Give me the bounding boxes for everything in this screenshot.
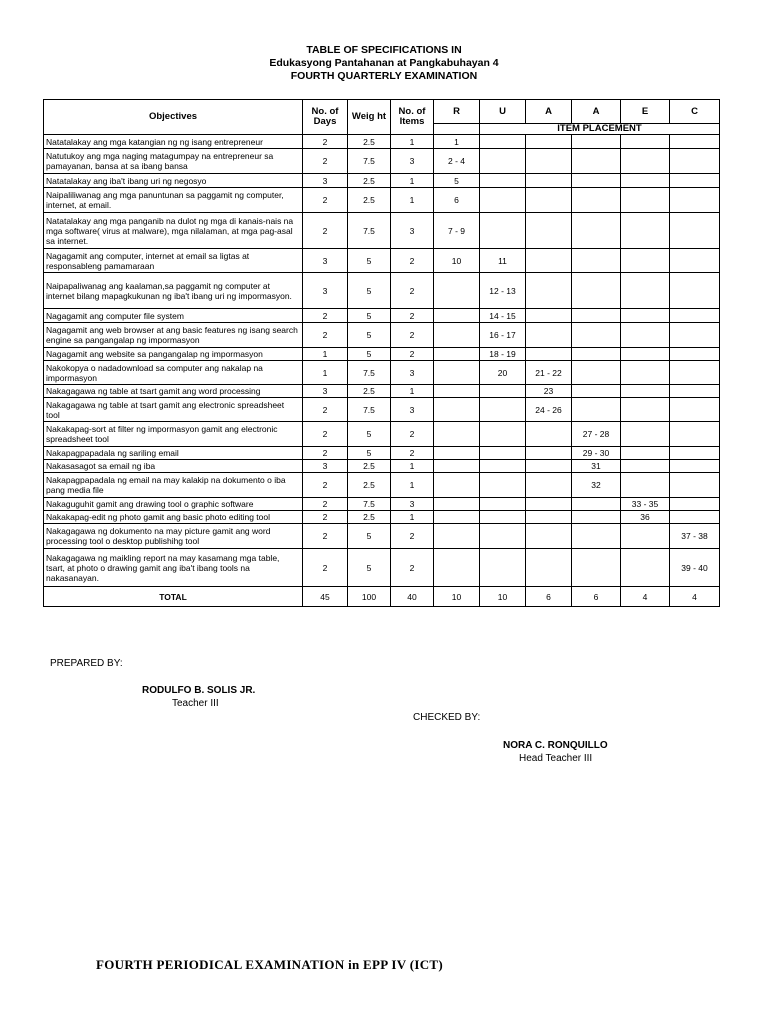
total-placement: 10 [434, 587, 480, 607]
placement-cell [480, 422, 526, 447]
days-cell: 2 [303, 422, 348, 447]
placement-cell: 27 - 28 [572, 422, 621, 447]
placement-cell: 31 [572, 460, 621, 473]
items-cell: 1 [391, 473, 434, 498]
placement-cell [572, 498, 621, 511]
total-label: TOTAL [44, 587, 303, 607]
placement-cell [572, 135, 621, 149]
checked-by-label: CHECKED BY: [413, 712, 481, 723]
placement-cell [526, 273, 572, 309]
objective-cell: Natatalakay ang mga panganib na dulot ng mga di kanais-nais na mga software( virus at malware), mga nilalaman, at mga pag-asal sa internet. [44, 213, 303, 249]
placement-cell [572, 149, 621, 174]
objective-cell: Nakagagawa ng dokumento na may picture gamit ang word processing tool o desktop publishihg tool [44, 524, 303, 549]
items-cell: 3 [391, 213, 434, 249]
placement-cell: 36 [621, 511, 670, 524]
placement-cell [434, 348, 480, 361]
items-cell: 2 [391, 323, 434, 348]
placement-cell [670, 385, 720, 398]
items-cell: 3 [391, 361, 434, 385]
placement-cell [526, 309, 572, 323]
placement-cell [526, 135, 572, 149]
placement-cell [670, 249, 720, 273]
objective-cell: Natutukoy ang mga naging matagumpay na entrepreneur sa pamayanan, bansa at sa ibang bansa [44, 149, 303, 174]
placement-cell [572, 309, 621, 323]
placement-cell [434, 524, 480, 549]
header-items: No. of Items [391, 100, 434, 135]
placement-cell [572, 174, 621, 188]
placement-cell: 12 - 13 [480, 273, 526, 309]
items-cell: 2 [391, 348, 434, 361]
placement-cell [572, 361, 621, 385]
total-placement: 4 [670, 587, 720, 607]
items-cell: 3 [391, 398, 434, 422]
objective-cell: Nagagamit ang website sa pangangalap ng impormasyon [44, 348, 303, 361]
weight-cell: 7.5 [348, 213, 391, 249]
objective-cell: Naipaliliwanag ang mga panuntunan sa paggamit ng computer, internet, at email. [44, 188, 303, 213]
days-cell: 2 [303, 549, 348, 587]
placement-cell [480, 549, 526, 587]
placement-cell [526, 460, 572, 473]
header-level-a2: A [572, 100, 621, 124]
placement-cell [434, 309, 480, 323]
placement-cell [670, 188, 720, 213]
objective-cell: Naipapaliwanag ang kaalaman,sa paggamit ng computer at internet bilang mapagkukunan ng iba't ibang uri ng impormasyon. [44, 273, 303, 309]
items-cell: 1 [391, 460, 434, 473]
weight-cell: 5 [348, 323, 391, 348]
weight-cell: 2.5 [348, 385, 391, 398]
weight-cell: 5 [348, 309, 391, 323]
placement-cell [434, 447, 480, 460]
placement-cell: 29 - 30 [572, 447, 621, 460]
placement-cell [480, 385, 526, 398]
placement-cell [526, 447, 572, 460]
days-cell: 2 [303, 524, 348, 549]
weight-cell: 7.5 [348, 361, 391, 385]
total-row [44, 587, 720, 607]
objective-cell: Nagagamit ang computer, internet at email sa ligtas at responsableng pamamaraan [44, 249, 303, 273]
specifications-table [43, 99, 720, 607]
weight-cell: 5 [348, 249, 391, 273]
placement-cell [670, 398, 720, 422]
placement-cell [670, 174, 720, 188]
days-cell: 2 [303, 323, 348, 348]
items-cell: 2 [391, 273, 434, 309]
total-placement: 6 [526, 587, 572, 607]
placement-cell [621, 309, 670, 323]
weight-cell: 5 [348, 273, 391, 309]
placement-cell: 23 [526, 385, 572, 398]
table-row [44, 460, 720, 473]
placement-cell [621, 174, 670, 188]
doc-title: TABLE OF SPECIFICATIONS IN [306, 44, 462, 56]
table-row [44, 135, 720, 149]
placement-cell [572, 511, 621, 524]
objective-cell: Nakakapag-sort at filter ng impormasyon gamit ang electronic spreadsheet tool [44, 422, 303, 447]
objective-cell: Nakagagawa ng maikling report na may kasamang mga table, tsart, at photo o drawing gamit ang iba't ibang tools na nakasanayan. [44, 549, 303, 587]
placement-cell: 10 [434, 249, 480, 273]
objective-cell: Nakakapag-edit ng photo gamit ang basic photo editing tool [44, 511, 303, 524]
total-weight: 100 [348, 587, 391, 607]
placement-cell [526, 498, 572, 511]
days-cell: 1 [303, 348, 348, 361]
table-row [44, 422, 720, 447]
preparer-position: Teacher III [172, 698, 219, 709]
weight-cell: 5 [348, 422, 391, 447]
weight-cell: 5 [348, 524, 391, 549]
placement-cell [572, 188, 621, 213]
placement-cell: 33 - 35 [621, 498, 670, 511]
days-cell: 3 [303, 385, 348, 398]
items-cell: 2 [391, 524, 434, 549]
footer-exam-title: FOURTH PERIODICAL EXAMINATION in EPP IV (ICT) [96, 957, 443, 972]
table-row [44, 309, 720, 323]
placement-cell [621, 447, 670, 460]
weight-cell: 7.5 [348, 398, 391, 422]
header-level-e: E [621, 100, 670, 124]
items-cell: 1 [391, 188, 434, 213]
items-cell: 2 [391, 422, 434, 447]
table-row [44, 273, 720, 309]
placement-cell [621, 149, 670, 174]
total-placement: 4 [621, 587, 670, 607]
table-row [44, 249, 720, 273]
placement-cell [480, 447, 526, 460]
weight-cell: 5 [348, 447, 391, 460]
table-row [44, 149, 720, 174]
placement-cell [670, 135, 720, 149]
header-level-r: R [434, 100, 480, 124]
checker-name: NORA C. RONQUILLO [503, 740, 608, 751]
objective-cell: Nakaguguhit gamit ang drawing tool o graphic software [44, 498, 303, 511]
table-row [44, 473, 720, 498]
header-days: No. of Days [303, 100, 348, 135]
placement-cell [434, 473, 480, 498]
placement-cell [621, 361, 670, 385]
placement-cell [670, 348, 720, 361]
placement-cell [621, 273, 670, 309]
table-row [44, 511, 720, 524]
placement-cell [526, 348, 572, 361]
placement-cell: 32 [572, 473, 621, 498]
objective-cell: Nakapagpapadala ng email na may kalakip na dokumento o iba pang media file [44, 473, 303, 498]
items-cell: 2 [391, 447, 434, 460]
placement-cell [480, 498, 526, 511]
placement-cell [670, 361, 720, 385]
weight-cell: 7.5 [348, 149, 391, 174]
placement-cell [572, 348, 621, 361]
days-cell: 2 [303, 447, 348, 460]
placement-cell: 37 - 38 [670, 524, 720, 549]
weight-cell: 5 [348, 348, 391, 361]
placement-cell [572, 385, 621, 398]
days-cell: 2 [303, 511, 348, 524]
items-cell: 1 [391, 135, 434, 149]
table-row [44, 498, 720, 511]
header-level-u: U [480, 100, 526, 124]
items-cell: 2 [391, 309, 434, 323]
placement-cell [480, 135, 526, 149]
days-cell: 3 [303, 460, 348, 473]
placement-cell [621, 213, 670, 249]
table-row [44, 447, 720, 460]
placement-cell [670, 460, 720, 473]
table-row [44, 188, 720, 213]
days-cell: 2 [303, 309, 348, 323]
days-cell: 2 [303, 498, 348, 511]
days-cell: 1 [303, 361, 348, 385]
placement-cell [670, 447, 720, 460]
placement-cell [572, 323, 621, 348]
days-cell: 2 [303, 135, 348, 149]
placement-cell [434, 361, 480, 385]
placement-cell [572, 398, 621, 422]
preparer-name: RODULFO B. SOLIS JR. [142, 685, 256, 696]
placement-cell [526, 524, 572, 549]
placement-cell [526, 149, 572, 174]
items-cell: 2 [391, 249, 434, 273]
placement-cell [670, 498, 720, 511]
weight-cell: 5 [348, 549, 391, 587]
placement-cell [621, 249, 670, 273]
days-cell: 2 [303, 149, 348, 174]
days-cell: 3 [303, 174, 348, 188]
placement-cell [434, 460, 480, 473]
objective-cell: Nagagamit ang computer file system [44, 309, 303, 323]
placement-cell [621, 348, 670, 361]
placement-cell [526, 422, 572, 447]
placement-cell [670, 213, 720, 249]
items-cell: 1 [391, 385, 434, 398]
total-days: 45 [303, 587, 348, 607]
placement-cell [434, 385, 480, 398]
objective-cell: Nakapagpapadala ng sariling email [44, 447, 303, 460]
placement-cell: 20 [480, 361, 526, 385]
placement-cell [526, 249, 572, 273]
placement-cell [572, 249, 621, 273]
placement-cell: 5 [434, 174, 480, 188]
items-cell: 3 [391, 498, 434, 511]
objective-cell: Natatalakay ang mga katangian ng ng isang entrepreneur [44, 135, 303, 149]
placement-cell [526, 549, 572, 587]
total-placement: 10 [480, 587, 526, 607]
placement-cell [526, 188, 572, 213]
objective-cell: Natatalakay ang iba't ibang uri ng negosyo [44, 174, 303, 188]
placement-cell [670, 473, 720, 498]
placement-cell [621, 385, 670, 398]
placement-cell [670, 273, 720, 309]
placement-cell [480, 213, 526, 249]
items-cell: 1 [391, 174, 434, 188]
placement-cell [670, 323, 720, 348]
weight-cell: 7.5 [348, 498, 391, 511]
table-row [44, 348, 720, 361]
doc-exam-name: FOURTH QUARTERLY EXAMINATION [290, 70, 478, 82]
placement-cell [621, 549, 670, 587]
placement-cell [480, 511, 526, 524]
items-cell: 3 [391, 149, 434, 174]
placement-cell [434, 323, 480, 348]
placement-cell [670, 309, 720, 323]
placement-cell: 2 - 4 [434, 149, 480, 174]
placement-cell [434, 422, 480, 447]
placement-cell [572, 524, 621, 549]
items-cell: 2 [391, 549, 434, 587]
checker-position: Head Teacher III [519, 753, 593, 764]
weight-cell: 2.5 [348, 135, 391, 149]
placement-cell [526, 473, 572, 498]
placement-cell: 11 [480, 249, 526, 273]
items-cell: 1 [391, 511, 434, 524]
doc-subject: Edukasyong Pantahanan at Pangkabuhayan 4 [269, 57, 499, 69]
table-row [44, 524, 720, 549]
objective-cell: Nakokopya o nadadownload sa computer ang nakalap na impormasyon [44, 361, 303, 385]
placement-cell [621, 524, 670, 549]
table-row [44, 549, 720, 587]
placement-cell [670, 511, 720, 524]
header-weight: Weig ht [348, 100, 391, 135]
weight-cell: 2.5 [348, 473, 391, 498]
table-row [44, 213, 720, 249]
placement-cell [526, 511, 572, 524]
placement-cell [572, 213, 621, 249]
placement-cell [480, 473, 526, 498]
placement-cell [480, 149, 526, 174]
weight-cell: 2.5 [348, 174, 391, 188]
placement-cell [526, 323, 572, 348]
objective-cell: Nakagagawa ng table at tsart gamit ang electronic spreadsheet tool [44, 398, 303, 422]
placement-cell [480, 188, 526, 213]
placement-cell [621, 398, 670, 422]
placement-cell [621, 473, 670, 498]
days-cell: 3 [303, 273, 348, 309]
objective-cell: Nakagagawa ng table at tsart gamit ang word processing [44, 385, 303, 398]
weight-cell: 2.5 [348, 511, 391, 524]
days-cell: 2 [303, 398, 348, 422]
placement-cell [526, 213, 572, 249]
header-level-c: C [670, 100, 720, 124]
placement-cell: 14 - 15 [480, 309, 526, 323]
days-cell: 3 [303, 249, 348, 273]
placement-cell [434, 273, 480, 309]
total-placement: 6 [572, 587, 621, 607]
placement-cell: 21 - 22 [526, 361, 572, 385]
placement-cell: 24 - 26 [526, 398, 572, 422]
table-row [44, 385, 720, 398]
placement-cell: 18 - 19 [480, 348, 526, 361]
placement-cell [621, 135, 670, 149]
header-item-placement: ITEM PLACEMENT [480, 124, 720, 135]
table-row [44, 323, 720, 348]
placement-cell [480, 524, 526, 549]
placement-cell [572, 273, 621, 309]
placement-cell: 39 - 40 [670, 549, 720, 587]
placement-cell: 1 [434, 135, 480, 149]
prepared-by-label: PREPARED BY: [50, 658, 123, 669]
placement-cell [434, 498, 480, 511]
placement-cell [670, 149, 720, 174]
placement-cell [621, 422, 670, 447]
objective-cell: Nagagamit ang web browser at ang basic features ng isang search engine sa pangangalap ng impormasyon [44, 323, 303, 348]
table-row [44, 174, 720, 188]
days-cell: 2 [303, 213, 348, 249]
days-cell: 2 [303, 188, 348, 213]
placement-cell [621, 460, 670, 473]
days-cell: 2 [303, 473, 348, 498]
placement-cell [434, 511, 480, 524]
placement-cell [670, 422, 720, 447]
placement-cell: 7 - 9 [434, 213, 480, 249]
placement-cell [480, 398, 526, 422]
objective-cell: Nakasasagot sa email ng iba [44, 460, 303, 473]
placement-cell [572, 549, 621, 587]
placement-cell: 6 [434, 188, 480, 213]
placement-cell: 16 - 17 [480, 323, 526, 348]
table-row [44, 398, 720, 422]
header-objectives: Objectives [44, 100, 303, 135]
placement-cell [621, 323, 670, 348]
placement-cell [621, 188, 670, 213]
total-items: 40 [391, 587, 434, 607]
placement-cell [480, 174, 526, 188]
placement-cell [434, 398, 480, 422]
placement-cell [526, 174, 572, 188]
placement-cell [434, 549, 480, 587]
weight-cell: 2.5 [348, 460, 391, 473]
placement-cell [480, 460, 526, 473]
weight-cell: 2.5 [348, 188, 391, 213]
table-row [44, 361, 720, 385]
header-level-a1: A [526, 100, 572, 124]
